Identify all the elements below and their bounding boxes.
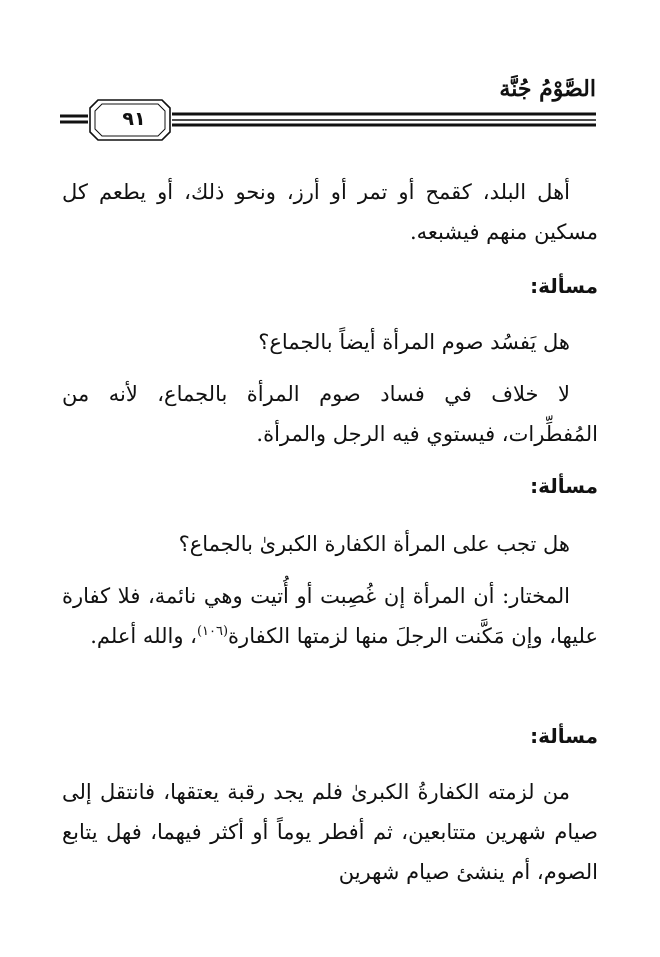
page-number: ٩١ xyxy=(122,108,146,130)
question-heading xyxy=(530,274,598,298)
running-title: الصَّوْمُ جُنَّة xyxy=(499,76,596,102)
question-text: هل تجب على المرأة الكفارة الكبرىٰ بالجماع؟ xyxy=(178,532,570,556)
question-heading-label: مسألة: xyxy=(530,474,598,498)
question-heading-label: مسألة: xyxy=(530,274,598,298)
answer-main: المختار: أن المرأة إن غُصِبت أو أُتيت وهي نائمة، فلا كفارة عليها، وإن مَكَّنت الرجلَ منها لزمتها الكفارة xyxy=(62,584,598,648)
footnote-marker: (١٠٦) xyxy=(196,624,229,639)
question-text: هل يَفسُد صوم المرأة أيضاً بالجماع؟ xyxy=(258,330,570,354)
answer-text xyxy=(62,576,598,656)
paragraph-continuation: أهل البلد، كقمح أو تمر أو أرز، ونحو ذلك، أو يطعم كل مسكين منهم فيشبعه. xyxy=(62,180,598,244)
question-text: من لزمته الكفارةُ الكبرىٰ فلم يجد رقبة يعتقها، فانتقل إلى صيام شهرين متتابعين، ثم أفطر يوماً أو أكثر فيهما، فهل يتابع الصوم، أم ينشئ صيام شهرين xyxy=(62,780,598,884)
question-heading xyxy=(530,474,598,498)
answer-text: لا خلاف في فساد صوم المرأة بالجماع، لأنه من المُفطِّرات، فيستوي فيه الرجل والمرأة. xyxy=(62,382,598,446)
answer-ending: ، والله أعلم. xyxy=(90,624,197,648)
question-heading-label: مسألة: xyxy=(530,724,598,748)
question-heading xyxy=(530,724,598,748)
